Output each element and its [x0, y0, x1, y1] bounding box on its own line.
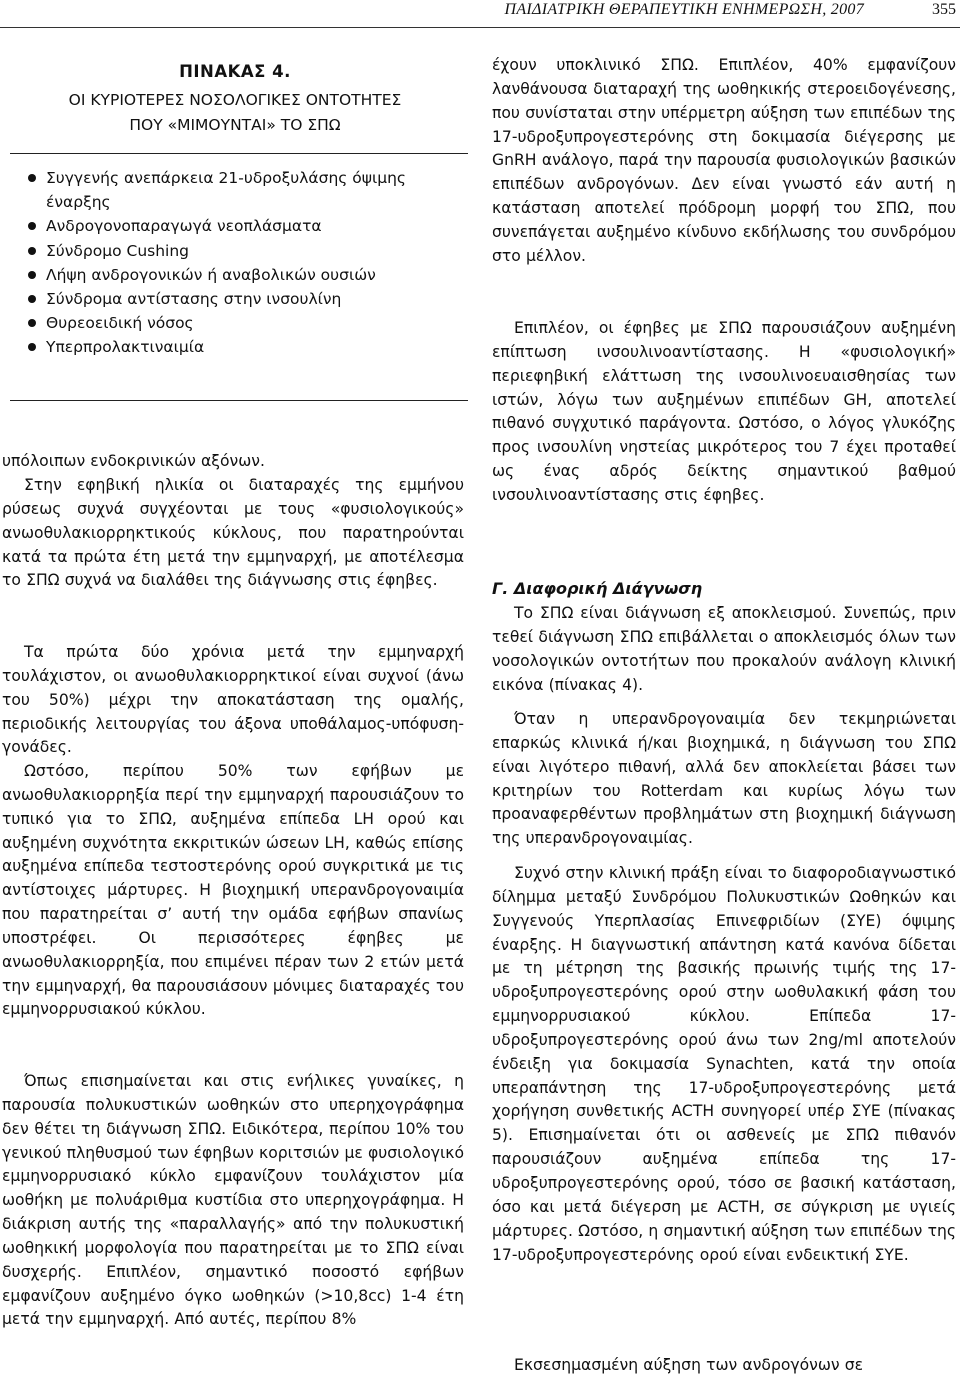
list-item: Συγγενής ανεπάρκεια 21-υδροξυλάσης όψιμης έναρξης: [28, 166, 468, 214]
list-item: Σύνδρομο Cushing: [28, 239, 468, 263]
body-paragraph: Στην εφηβική ηλικία οι διαταραχές της εμμήνου ρύσεως συχνά συγχέονται με τους «φυσιολογικούς» ανωοθυλακιορρηκτικούς κύκλους, που παρατηρούνται κατά τα πρώτα έτη μετά την εμμηναρχή, με αποτέλεσμα το ΣΠΩ συχνά να διαλάθει της διάγνωσης στις έφηβες.: [2, 476, 464, 590]
section-heading: Γ. Διαφορική Διάγνωση: [492, 579, 703, 598]
list-item: Λήψη ανδρογονικών ή αναβολικών ουσιών: [28, 263, 468, 287]
list-item: Σύνδρομα αντίστασης στην ινσουλίνη: [28, 287, 468, 311]
body-paragraph: Εκσεσημασμένη αύξηση των ανδρογόνων σε: [514, 1356, 864, 1374]
running-header: [0, 0, 960, 28]
table-top-rule: [10, 153, 468, 154]
header-rule: [0, 27, 960, 28]
table-label: ΠΙΝΑΚΑΣ 4.: [179, 62, 291, 81]
bullet-icon: [28, 174, 36, 182]
body-paragraph: Επιπλέον, οι έφηβες με ΣΠΩ παρουσιάζουν αυξημένη επίπτωση ινσουλινοαντίστασης. Η «φυσιολογική» περιεφηβική ελάττωση της ινσουλινοευαισθησίας των ιστών, λόγω των αυξημένων επιπέδων GH, αποτελεί πιθανό συγχυτικό παράγοντα. Ωστόσο, ο λόγος γλυκόζης προς ινσουλίνη νηστείας μικρότερος του 7 έχει προταθεί ως ένας αδρός δείκτης σημαντικού βαθμού ινσουλινοαντίστασης στις έφηβες.: [492, 319, 956, 504]
body-paragraph: Συχνό στην κλινική πράξη είναι το διαφοροδιαγνωστικό δίλημμα μεταξύ Συνδρόμου Πολυκυστικών Ωοθηκών και Συγγενούς Υπερπλασίας Επινεφριδίων (ΣΥΕ) όψιμης έναρξης. Η διαγνωστική απάντηση κατά κανόνα δίδεται με τη μέτρηση της βασικής πρωινής τιμής της 17-υδροξυπρογεστερόνης ορού στην ωοθυλακική φάση του εμμηνορρυσιακού κύκλου. Επίπεδα 17-υδροξυπρογεστερόνης ορού άνω των 2ng/ml αποτελούν ένδειξη για δοκιμασία Synachten, κατά την οποία υπεραπάντηση της 17-υδροξυπρογεστερόνης μετά χορήγηση συνθετικής ACTH συνηγορεί υπέρ ΣΥΕ (πίνακας 5). Επισημαίνεται ότι οι ασθενείς με ΣΠΩ πιθανόν παρουσιάζουν αυξημένα επίπεδα της 17-υδροξυπρογεστερόνης ορού, τόσο σε βασική κατάσταση, όσο και μετά διέγερση με ACTH, σε σύγκριση με υγιείς μάρτυρες. Ωστόσο, η σημαντική αύξηση των επιπέδων της 17-υδροξυπρογεστερόνης ορού είναι ενδεικτική ΣΥΕ.: [492, 864, 956, 1264]
body-paragraph: Όταν η υπερανδρογοναιμία δεν τεκμηριώνεται επαρκώς κλινικά ή/και βιοχημικά, η διάγνωση του ΣΠΩ είναι λιγότερο πιθανή, αλλά δεν αποκλείεται βάσει των κριτηρίων του Rotterdam και κυρίως λόγω των προαναφερθέντων προβλημάτων στη βιοχημική διάγνωση της υπερανδρογοναιμίας.: [492, 710, 956, 848]
bullet-icon: [28, 295, 36, 303]
table-title-line-2: ΠΟΥ «ΜΙΜΟΥΝΤΑΙ» ΤΟ ΣΠΩ: [129, 116, 341, 134]
bullet-icon: [28, 222, 36, 230]
bullet-icon: [28, 247, 36, 255]
bullet-icon: [28, 271, 36, 279]
body-paragraph: Τα πρώτα δύο χρόνια μετά την εμμηναρχή τουλάχιστον, οι ανωοθυλακιορρηκτικοί είναι συχνοί (άνω του 50%) μέχρι την αποκατάσταση της ομαλής, περιοδικής λειτουργίας του άξονα υποθάλαμος-υπόφυση-γονάδες.: [2, 643, 464, 757]
body-paragraph: έχουν υποκλινικό ΣΠΩ. Επιπλέον, 40% εμφανίζουν λανθάνουσα διαταραχή της ωοθηκικής στεροειδογένεσης, που συνίσταται στην υπέρμετρη αύξηση των επιπέδων της 17-υδροξυπρογεστερόνης στη δοκιμασία διέγερσης με GnRH ανάλογο, παρά την παρουσία φυσιολογικών βασικών επιπέδων ανδρογόνων. Δεν είναι γνωστό εάν αυτή η κατάσταση αποτελεί πρόδρομη μορφή του ΣΠΩ, που συνεπάγεται αυξημένο κίνδυνο εκδήλωσης του συνδρόμου στο μέλλον.: [492, 56, 956, 265]
journal-title: ΠΑΙΔΙΑΤΡΙΚΗ ΘΕΡΑΠΕΥΤΙΚΗ ΕΝΗΜΕΡΩΣΗ, 2007: [504, 1, 864, 18]
body-paragraph: Ωστόσο, περίπου 50% των εφήβων με ανωοθυλακιορρηξία περί την εμμηναρχή παρουσιάζουν το τυπικό για το ΣΠΩ, αυξημένα επίπεδα LH ορού και αυξημένη συχνότητα εκκριτικών ώσεων LH, καθώς επίσης αυξημένα επίπεδα τεστοστερόνης ορού συγκριτικά με τις αντίστοιχες μάρτυρες. Η βιοχημική υπερανδρογοναιμία που παρατηρείται σ’ αυτή την ομάδα εφήβων σπανίως υποστρέφει. Οι περισσότερες έφηβες με ανωοθυλακιορρηξία, που επιμένει πέραν των 2 ετών μετά την εμμηναρχή, θα παρουσιάσουν μόνιμες διαταραχές του εμμηνορρυσιακού κύκλου.: [2, 762, 464, 1019]
body-paragraph: Το ΣΠΩ είναι διάγνωση εξ αποκλεισμού. Συνεπώς, πριν τεθεί διάγνωση ΣΠΩ επιβάλλεται ο αποκλεισμός όλων των νοσολογικών οντοτήτων που προκαλούν ανάλογη κλινική εικόνα (πίνακας 4).: [492, 604, 956, 694]
body-paragraph: υπόλοιπων ενδοκρινικών αξόνων.: [2, 452, 265, 470]
bullet-icon: [28, 343, 36, 351]
bullet-icon: [28, 319, 36, 327]
page-number: 355: [932, 1, 956, 18]
list-item: Υπερπρολακτιναιμία: [28, 335, 468, 359]
table-title-line-1: ΟΙ ΚΥΡΙΟΤΕΡΕΣ ΝΟΣΟΛΟΓΙΚΕΣ ΟΝΤΟΤΗΤΕΣ: [68, 91, 402, 109]
table-item-list: [28, 166, 468, 360]
table-bottom-rule: [10, 400, 468, 401]
body-paragraph: Όπως επισημαίνεται και στις ενήλικες γυναίκες, η παρουσία πολυκυστικών ωοθηκών στο υπερηχογράφημα δεν θέτει τη διάγνωση ΣΠΩ. Ειδικότερα, περίπου 10% του γενικού πληθυσμού των έφηβων κοριτσιών με φυσιολογικό εμμηνορρυσιακό κύκλο εμφανίζουν τουλάχιστον μία ωοθήκη με πολυάριθμα κυστίδια στο υπερηχογράφημα. Η διάκριση αυτής της «παραλλαγής» από την πολυκυστική ωοθηκική μορφολογία που παρατηρείται με το ΣΠΩ είναι δυσχερής. Επιπλέον, σημαντικό ποσοστό εφήβων εμφανίζουν αυξημένο όγκο ωοθηκών (>10,8cc) 1-4 έτη μετά την εμμηναρχή. Από αυτές, περίπου 8%: [2, 1072, 464, 1329]
list-item: Ανδρογονοπαραγωγά νεοπλάσματα: [28, 214, 468, 238]
list-item: Θυρεοειδική νόσος: [28, 311, 468, 335]
